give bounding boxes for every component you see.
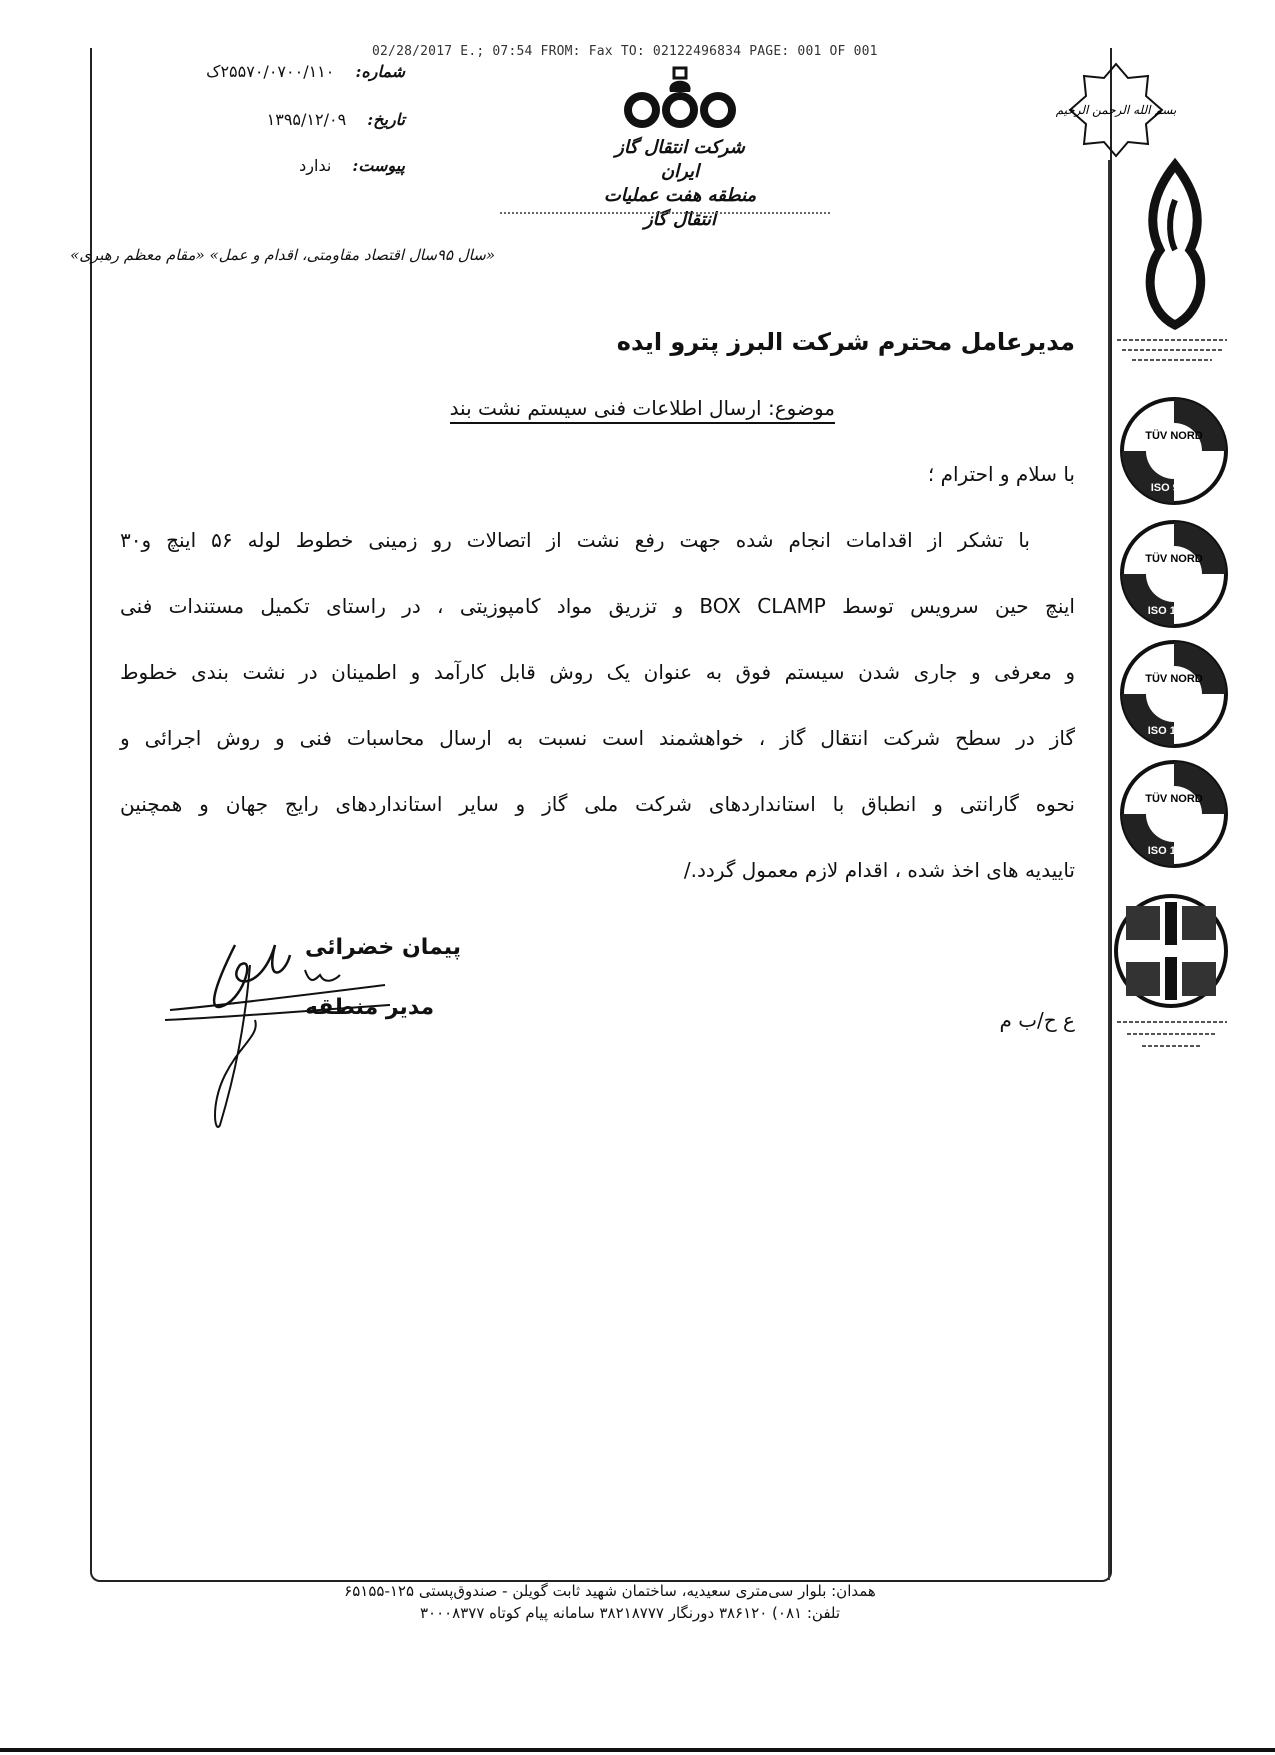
company-name-line2: منطقه هفت عملیات انتقال گاز <box>603 185 757 230</box>
iso-standard-text: ISO 9001 <box>1150 482 1198 494</box>
signatory-title: مدیر منطقه <box>305 995 435 1020</box>
letter-number-row <box>206 62 405 81</box>
body-line: گاز در سطح شرکت انتقال گاز ، خواهشمند است نسبت به ارسال محاسبات فنی و روش اجرائی و <box>120 726 1075 750</box>
iso-standard-text: ISO 14001 <box>1147 605 1201 617</box>
flame-emblem-icon <box>1135 160 1215 330</box>
footer-address: همدان: بلوار سی‌متری سعیدیه، ساختمان شهید ثابت گویلن - صندوق‌پستی ۱۲۵-۶۵۱۵۵ <box>344 1582 876 1600</box>
bismillah-badge-icon <box>1055 62 1177 158</box>
iso-9001-certification-icon <box>1118 395 1230 507</box>
header-dotted-rule <box>500 212 830 214</box>
quality-award-emblem-icon <box>1112 892 1230 1010</box>
letter-date-row <box>267 110 405 129</box>
fax-header: 02/28/2017 E.; 07:54 FROM: Fax TO: 02122496834 PAGE: 001 OF 001 <box>372 44 878 59</box>
award-caption-icon <box>1112 330 1232 370</box>
attachment-value: ندارد <box>299 156 332 175</box>
iso-certifier-text: TÜV NORD <box>1145 430 1203 442</box>
company-name-line1: شرکت انتقال گاز ایران <box>615 137 745 182</box>
iso-standard-text: ISO 10015 <box>1147 845 1201 857</box>
frame-divider <box>1108 160 1110 1580</box>
iso-certifier-text: TÜV NORD <box>1145 673 1203 685</box>
company-logo <box>595 62 765 230</box>
attachment-label: پیوست: <box>352 156 405 175</box>
iso-certifier-text: TÜV NORD <box>1145 793 1203 805</box>
bismillah-text: بسم الله الرحمن الرحیم <box>1055 103 1177 117</box>
award-caption-icon <box>1112 1012 1232 1062</box>
letter-date-label: تاریخ: <box>367 110 405 129</box>
iso-10015-certification-icon <box>1118 758 1230 870</box>
gas-company-emblem-icon <box>620 62 740 132</box>
footer-phone: تلفن: ۰۸۱) ۳۸۶۱۲۰ دورنگار ۳۸۲۱۸۷۷۷ سامانه پیام کوتاه ۳۰۰۰۸۳۷۷ <box>419 1604 841 1622</box>
body-line: و معرفی و جاری شدن سیستم فوق به عنوان یک روش قابل کارآمد و اطمینان در نشت بندی خطوط <box>120 660 1075 684</box>
attachment-row <box>299 156 405 175</box>
iso-certifier-text: TÜV NORD <box>1145 553 1203 565</box>
body-line: با تشکر از اقدامات انجام شده جهت رفع نشت از اتصالات رو زمینی خطوط لوله ۵۶ اینچ و۳۰ <box>120 528 1030 552</box>
letter-date-value: ۱۳۹۵/۱۲/۰۹ <box>266 110 347 129</box>
iso-standard-text: ISO 18001 <box>1147 725 1201 737</box>
letter-number-value: ۲۵۵۷۰/۰۷۰۰/۱۱۰ک <box>206 62 335 81</box>
company-name <box>595 136 765 232</box>
fax-bottom-edge <box>0 1748 1275 1752</box>
reference-code: ع ح/ب م <box>999 1008 1075 1032</box>
iso-18001-certification-icon <box>1118 638 1230 750</box>
body-line: اینچ حین سرویس توسط BOX CLAMP و تزریق مواد کامپوزیتی ، در راستای تکمیل مستندات فنی <box>120 594 1075 618</box>
letter-number-label: شماره: <box>355 62 405 81</box>
signatory-name: پیمان خضرائی <box>305 935 461 960</box>
greeting: با سلام و احترام ؛ <box>927 462 1075 486</box>
year-slogan: «سال ۹۵سال اقتصاد مقاومتی، اقدام و عمل» «مقام معظم رهبری» <box>70 246 495 264</box>
body-line: تاییدیه های اخذ شده ، اقدام لازم معمول گردد./ <box>683 858 1075 882</box>
body-line: نحوه گارانتی و انطباق با استانداردهای شرکت ملی گاز و سایر استانداردهای رایج جهان و همچنین <box>120 792 1075 816</box>
iso-14001-certification-icon <box>1118 518 1230 630</box>
recipient-line: مدیرعامل محترم شرکت البرز پترو ایده <box>616 328 1075 356</box>
subject-line: موضوع: ارسال اطلاعات فنی سیستم نشت بند <box>450 396 835 424</box>
